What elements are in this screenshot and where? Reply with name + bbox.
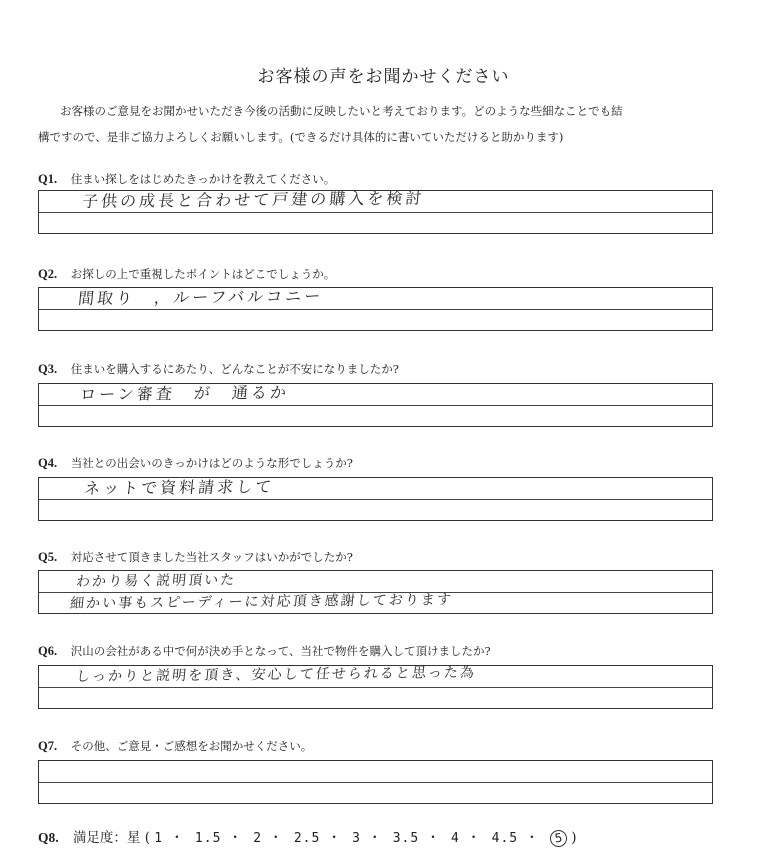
answer-line[interactable] — [39, 592, 712, 613]
answer-box-7[interactable] — [38, 760, 713, 804]
rating-option[interactable]: 3.5 — [392, 831, 420, 846]
handwritten-answer: わかり易く説明頂いた — [75, 572, 237, 591]
handwritten-answer: しっかりと説明を頂き、安心して任せられると思った為 — [75, 664, 477, 686]
rating-option[interactable]: 4.5 — [491, 831, 519, 846]
rating-option[interactable]: 3 — [352, 831, 361, 846]
question-4 — [38, 455, 353, 471]
question-number: Q6. — [38, 644, 58, 658]
answer-line[interactable] — [39, 478, 712, 499]
question-text: 対応させて頂きました当社スタッフはいかがでしたか? — [70, 550, 353, 564]
answer-box-1[interactable] — [38, 190, 713, 234]
question-number: Q7. — [38, 739, 58, 753]
satisfaction-rating: Q8. 満足度：星 ( 1 ・ 1.5 ・ 2 ・ 2.5 ・ 3 ・ 3.5 ・ 4 ・ 4.5 ・ 5 ) — [38, 826, 577, 847]
answer-box-6[interactable] — [38, 665, 713, 709]
answer-line[interactable] — [39, 288, 712, 309]
answer-box-5[interactable] — [38, 570, 713, 614]
question-text: 沢山の会社がある中で何が決め手となって、当社で物件を購入して頂けましたか? — [70, 644, 491, 658]
page-title: お客様の声をお聞かせください — [257, 67, 510, 87]
answer-line[interactable] — [39, 188, 712, 212]
intro-text — [38, 98, 730, 150]
handwritten-answer: 間取り ，ルーフバルコニー — [77, 286, 325, 309]
answer-line[interactable] — [39, 384, 712, 405]
handwritten-answer: 子供の成長と合わせて戸建の購入を検討 — [81, 188, 426, 212]
question-text: その他、ご意見・ご感想をお聞かせください。 — [70, 739, 313, 753]
answer-box-4[interactable] — [38, 477, 713, 521]
handwritten-answer: 細かい事もスピーディーに対応頂き感謝しております — [69, 591, 454, 613]
answer-line[interactable] — [39, 405, 712, 426]
question-7 — [38, 738, 312, 754]
answer-line[interactable] — [39, 666, 712, 687]
answer-line[interactable] — [39, 761, 712, 782]
rating-option[interactable]: 1.5 — [194, 831, 222, 846]
answer-line[interactable] — [39, 309, 712, 330]
question-number: Q5. — [38, 550, 58, 564]
rating-option[interactable]: 2.5 — [293, 831, 321, 846]
question-3 — [38, 361, 399, 377]
question-6 — [38, 643, 491, 659]
question-text: 住まい探しをはじめたきっかけを教えてください。 — [70, 172, 336, 186]
question-number: Q4. — [38, 456, 58, 470]
handwritten-answer: ローン審査 が 通るか — [79, 382, 290, 405]
answer-box-2[interactable] — [38, 287, 713, 331]
question-text: 住まいを購入するにあたり、どんなことが不安になりましたか? — [70, 362, 399, 376]
question-number: Q8. — [38, 830, 59, 845]
question-2 — [38, 266, 335, 282]
question-1 — [38, 171, 335, 187]
answer-box-3[interactable] — [38, 383, 713, 427]
intro-line-1: お客様のご意見をお聞かせいただき今後の活動に反映したいと考えております。どのような些細なことでも結 — [60, 104, 623, 118]
question-number: Q3. — [38, 362, 58, 376]
rating-option[interactable]: 2 — [253, 831, 263, 846]
satisfaction-close: ) — [571, 830, 577, 846]
question-text: お探しの上で重視したポイントはどこでしょうか。 — [70, 267, 336, 281]
answer-line[interactable] — [39, 499, 712, 520]
answer-line[interactable] — [39, 782, 712, 803]
answer-line[interactable] — [39, 687, 712, 708]
intro-line-2: 構ですので、是非ご協力よろしくお願いします。(できるだけ具体的に書いていただけると助かります) — [38, 130, 564, 144]
question-number: Q1. — [38, 172, 58, 186]
question-5 — [38, 549, 353, 565]
handwritten-answer: ネットで資料請求して — [83, 477, 276, 499]
satisfaction-label: 満足度：星 ( — [72, 830, 150, 846]
rating-option-selected[interactable]: 5 — [549, 829, 568, 848]
rating-option[interactable]: 1 — [154, 831, 164, 846]
question-text: 当社との出会いのきっかけはどのような形でしょうか? — [70, 456, 353, 470]
question-number: Q2. — [38, 267, 58, 281]
rating-option[interactable]: 4 — [451, 831, 460, 846]
answer-line[interactable] — [39, 212, 712, 233]
